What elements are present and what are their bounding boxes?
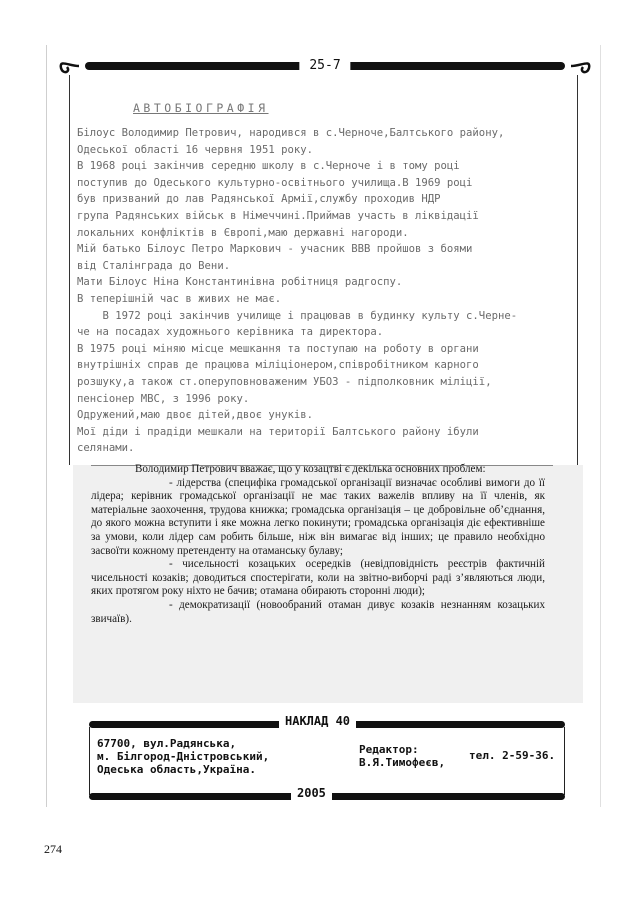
typed-line: група Радянських військ в Німеччині.Приймав участь в ліквідації bbox=[77, 209, 479, 222]
address-line: м. Білгород-Дністровський, bbox=[97, 750, 270, 763]
article-paragraph: - чисельності козацьких осередків (невідповідність реєстрів фактичній чисельності козаків; доводиться спостерігати, коли на звітно-виборчі раді з’являються люди, яких протягом року ніхто не бачив; отамана обирають сторонні люди); bbox=[91, 558, 545, 598]
typed-line: Мати Білоус Ніна Константинівна робітниця радгоспу. bbox=[77, 276, 403, 289]
typed-line: В 1972 році закінчив училище і працював в будинку культу с.Черне- bbox=[77, 309, 518, 322]
typed-line: Білоус Володимир Петрович, народився в с.Черноче,Балтського району, bbox=[77, 127, 505, 139]
article-paragraph: - лідерства (специфіка громадської організації визначає особливі вимоги до її лідера; керівник громадської організації не має таких важелів впливу на її членів, як матеріальне заохочення, трудова книжка; громадська організація – це добровільне об’єднання, до якого можна вступити і яке можна легко покинути; громадська організація діє ефективніше за умови, коли лідер сам робить більше, ніж він вимагає від інших; це правило необхідно засвоїти кожному претенденту на отаманську булаву; bbox=[91, 476, 545, 557]
article-text bbox=[91, 463, 545, 626]
editor-name: В.Я.Тимофеєв, bbox=[359, 756, 446, 769]
typed-line: В теперішній час в живих не має. bbox=[77, 292, 282, 305]
document-title: АВТОБІОГРАФІЯ bbox=[133, 101, 269, 115]
address-line: Одеська область,Україна. bbox=[97, 763, 256, 776]
typed-line: пенсіонер МВС, з 1996 року. bbox=[77, 392, 250, 405]
typed-line: розшуку,а також ст.оперуповноваженим УБОЗ - підполковник міліції, bbox=[77, 375, 492, 388]
scroll-ornament-left-icon bbox=[55, 55, 81, 77]
frame-left-line bbox=[69, 75, 70, 465]
typed-line: поступив до Одеського культурно-освітнього училища.В 1969 році bbox=[77, 176, 473, 189]
publication-year: 2005 bbox=[291, 787, 332, 800]
typed-line: селянами. bbox=[77, 442, 135, 455]
address-line: 67700, вул.Радянська, bbox=[97, 737, 237, 750]
typed-line: внутрішніх справ де працюва міліціонером,співробітником карного bbox=[77, 359, 479, 372]
typed-line: від Сталінграда до Вени. bbox=[77, 259, 231, 272]
issue-number: 25-7 bbox=[299, 56, 350, 76]
header-banner bbox=[55, 55, 595, 77]
typed-line: че на посадах художнього керівника та директора. bbox=[77, 326, 384, 339]
article-paragraph: Володимир Петрович вважає, що у козацтві є декілька основних проблем: bbox=[135, 463, 486, 475]
circulation-label: НАКЛАД 40 bbox=[279, 715, 356, 728]
address-block bbox=[97, 737, 269, 776]
scanned-page bbox=[46, 45, 601, 807]
article-paragraph: - демократизації (новообраний отаман дивує козаків незнанням козацьких звичаїв). bbox=[91, 598, 545, 625]
typed-line: Одеської області 16 червня 1951 року. bbox=[77, 143, 313, 156]
typed-line: локальних конфліктів в Європі,маю державні нагороди. bbox=[77, 226, 409, 239]
typed-autobiography bbox=[77, 125, 597, 457]
editor-block bbox=[359, 743, 445, 769]
typed-line: Мої діди і прадіди мешкали на території Балтського району ібули bbox=[77, 425, 479, 438]
phone-number: тел. 2-59-36. bbox=[469, 749, 556, 762]
editor-label: Редактор: bbox=[359, 743, 419, 756]
page-number: 274 bbox=[44, 842, 62, 856]
typed-line: В 1975 році міняю місце мешкання та поступаю на роботу в органи bbox=[77, 342, 479, 355]
publication-footer bbox=[59, 715, 595, 805]
scroll-ornament-right-icon bbox=[569, 55, 595, 77]
typed-line: був призваний до лав Радянської Армії,службу проходив НДР bbox=[77, 193, 441, 206]
typed-line: Мій батько Білоус Петро Маркович - учасник ВВВ пройшов з боями bbox=[77, 243, 473, 256]
typed-line: В 1968 році закінчив середню школу в с.Черноче і в тому році bbox=[77, 160, 460, 173]
typed-line: Одружений,маю двоє дітей,двоє унуків. bbox=[77, 409, 313, 422]
